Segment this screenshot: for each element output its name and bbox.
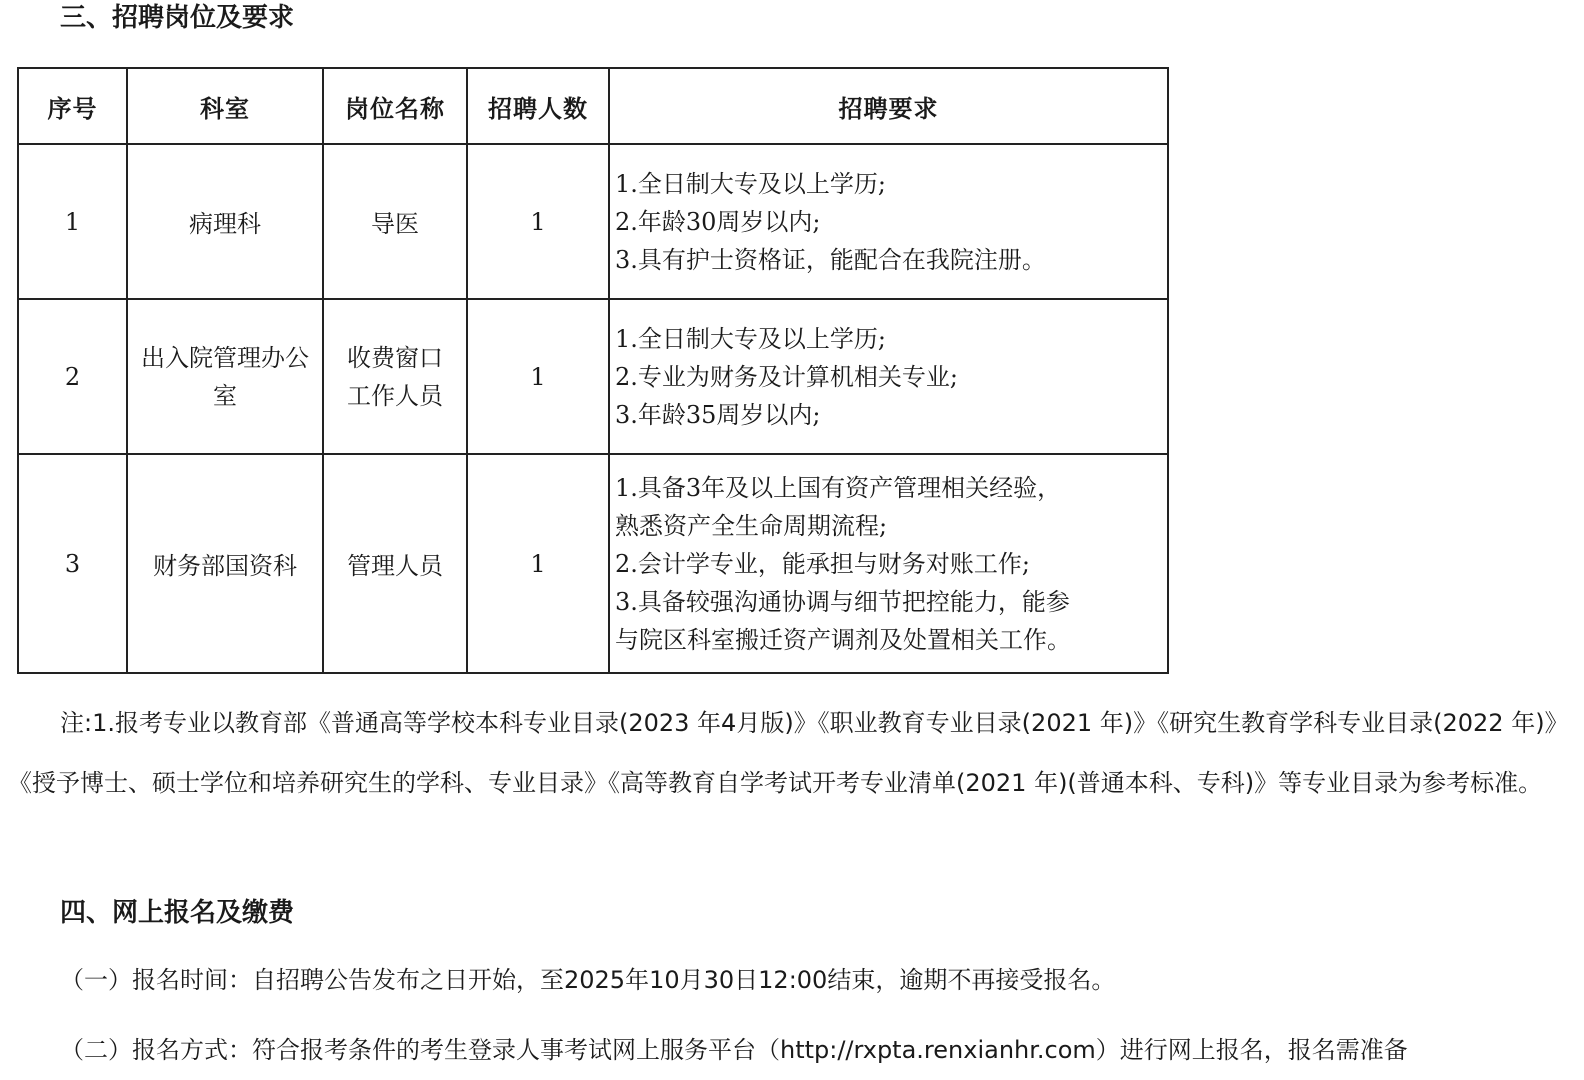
cell-dept	[127, 299, 323, 454]
recruitment-table-container	[17, 67, 1169, 674]
table-row	[18, 299, 1168, 454]
cell-position-text: 收费窗口工作人员	[347, 343, 443, 410]
registration-time-paragraph: （一）报名时间：自招聘公告发布之日开始，至2025年10月30日12:00结束，逾期不再接受报名。	[60, 966, 1116, 994]
cell-dept: 财务部国资科	[127, 454, 323, 673]
note-paragraph: 注:1.报考专业以教育部《普通高等学校本科专业目录(2023 年4月版)》《职业教育专业目录(2021 年)》《研究生教育学科专业目录(2022 年)》《授予博士、硕士学位和培养研究生的学科、专业目录》《高等教育自学考试开考专业清单(2021 年)(普通本科、专科)》等专业目录为参考标准。	[8, 709, 1557, 797]
cell-requirements	[609, 144, 1168, 299]
cell-requirements	[609, 454, 1168, 673]
requirement-line: 2.专业为财务及计算机相关专业;	[615, 362, 958, 391]
cell-count: 1	[467, 299, 609, 454]
cell-no: 3	[18, 454, 127, 673]
section-heading-recruitment-positions: 三、招聘岗位及要求	[60, 3, 295, 33]
cell-position: 管理人员	[323, 454, 467, 673]
requirement-line: 2.会计学专业，能承担与财务对账工作;	[615, 549, 1030, 578]
header-no: 序号	[18, 68, 127, 144]
requirement-line: 3.年龄35周岁以内;	[615, 400, 821, 429]
requirement-line: 2.年龄30周岁以内;	[615, 207, 821, 236]
requirement-line: 3.具有护士资格证，能配合在我院注册。	[615, 245, 1046, 274]
requirement-line: 1.全日制大专及以上学历;	[615, 169, 886, 198]
requirement-line: 与院区科室搬迁资产调剂及处置相关工作。	[615, 625, 1071, 654]
requirement-line: 1.全日制大专及以上学历;	[615, 324, 886, 353]
header-count: 招聘人数	[467, 68, 609, 144]
table-row	[18, 454, 1168, 673]
requirement-line: 熟悉资产全生命周期流程;	[615, 511, 888, 540]
cell-no: 2	[18, 299, 127, 454]
cell-position	[323, 299, 467, 454]
header-dept: 科室	[127, 68, 323, 144]
cell-requirements	[609, 299, 1168, 454]
registration-method-paragraph: （二）报名方式：符合报考条件的考生登录人事考试网上服务平台（http://rxpta.renxianhr.com）进行网上报名，报名需准备	[60, 1036, 1408, 1064]
requirement-line: 3.具备较强沟通协调与细节把控能力，能参	[615, 587, 1070, 616]
table-header-row	[18, 68, 1168, 144]
cell-count: 1	[467, 144, 609, 299]
table-row	[18, 144, 1168, 299]
cell-dept-text: 出入院管理办公室	[141, 343, 309, 410]
cell-dept: 病理科	[127, 144, 323, 299]
header-position: 岗位名称	[323, 68, 467, 144]
cell-no: 1	[18, 144, 127, 299]
requirement-line: 1.具备3年及以上国有资产管理相关经验，	[615, 473, 1062, 502]
header-requirements: 招聘要求	[609, 68, 1168, 144]
section-heading-online-registration: 四、网上报名及缴费	[60, 898, 295, 928]
cell-position: 导医	[323, 144, 467, 299]
cell-count: 1	[467, 454, 609, 673]
recruitment-table	[17, 67, 1169, 674]
